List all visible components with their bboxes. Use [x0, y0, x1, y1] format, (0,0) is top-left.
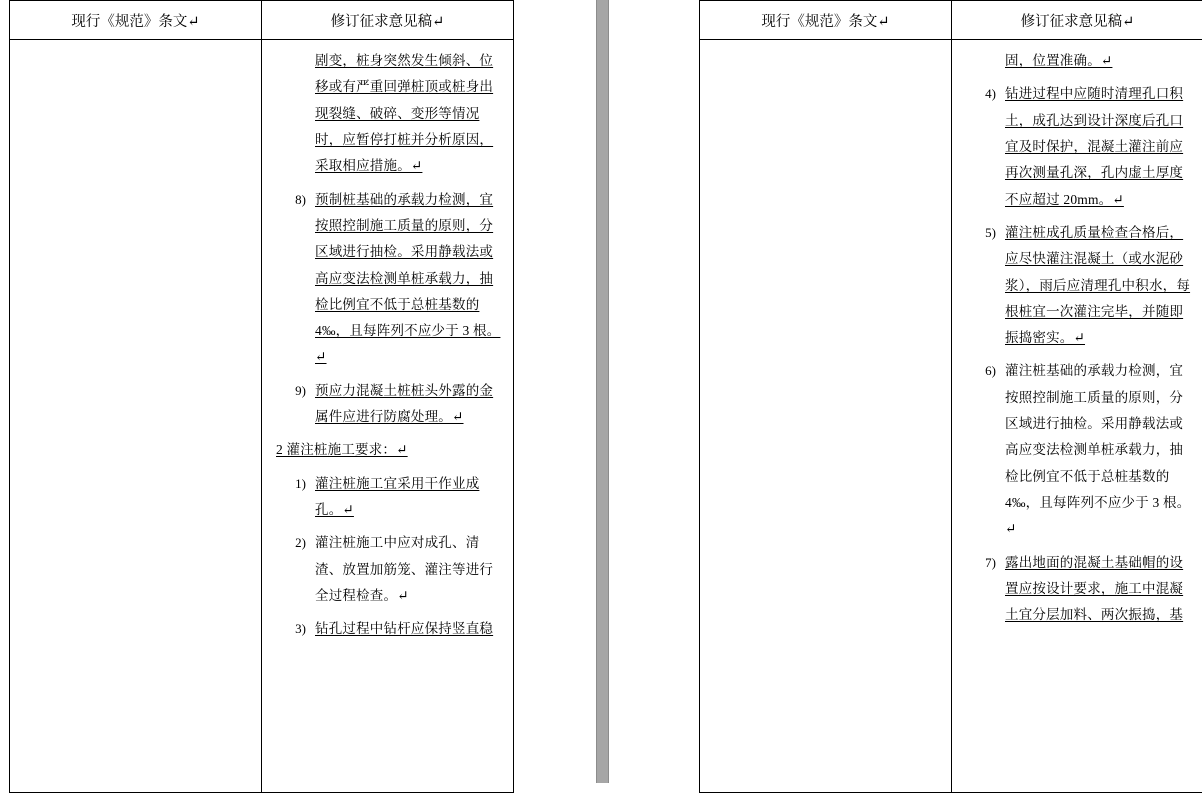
list-item [272, 187, 503, 371]
paragraph-continuation: 固，位置准确。↵ [962, 48, 1193, 74]
table-body-row [700, 40, 1202, 793]
list-item [272, 616, 503, 642]
current-spec-content-left [10, 40, 261, 792]
list-item-text: 露出地面的混凝土基础帽的设置应按设计要求，施工中混凝土宜分层加料、两次振捣，基 [1005, 550, 1193, 629]
numbered-list-left [272, 187, 503, 431]
list-item [272, 378, 503, 431]
list-item-text: 灌注桩施工宜采用干作业成孔。↵ [315, 471, 503, 524]
list-item [272, 530, 503, 609]
list-item [272, 471, 503, 524]
paragraph-continuation: 剧变，桩身突然发生倾斜、位移或有严重回弹桩顶或桩身出现裂缝、破碎、变形等情况时，应暂停打桩并分析原因，采取相应措施。↵ [272, 48, 503, 180]
list-marker: 9) [272, 378, 315, 403]
list-marker: 1) [272, 471, 315, 496]
list-marker: 5) [962, 220, 1005, 245]
left-page-sheet [0, 0, 588, 783]
list-item [962, 358, 1193, 542]
body-cell-revision-draft [952, 40, 1202, 793]
left-comparison-table [9, 0, 514, 793]
revision-draft-content-right [952, 40, 1202, 792]
right-comparison-table [699, 0, 1202, 793]
current-spec-content-right [700, 40, 951, 792]
list-marker: 3) [272, 616, 315, 641]
table-header-row [10, 1, 514, 40]
list-item-text: 灌注桩成孔质量检查合格后，应尽快灌注混凝土（或水泥砂浆），雨后应清理孔中积水，每根桩宜一次灌注完毕，并随即振捣密实。↵ [1005, 220, 1193, 352]
list-marker: 2) [272, 530, 315, 555]
list-item [962, 81, 1193, 213]
body-cell-current-spec [700, 40, 952, 793]
table-header-row [700, 1, 1202, 40]
list-item [962, 550, 1193, 629]
revision-draft-content-left [262, 40, 513, 792]
header-cell-revision-draft: 修订征求意见稿↵ [952, 1, 1202, 40]
numbered-list-left-2 [272, 471, 503, 643]
table-body-row [10, 40, 514, 793]
list-item [962, 220, 1193, 352]
list-marker: 4) [962, 81, 1005, 106]
list-marker: 7) [962, 550, 1005, 575]
list-marker: 8) [272, 187, 315, 212]
right-page-sheet [614, 0, 1202, 783]
list-item-text: 预应力混凝土桩桩头外露的金属件应进行防腐处理。↵ [315, 378, 503, 431]
list-marker: 6) [962, 358, 1005, 383]
page-separator-gutter [596, 0, 609, 783]
header-cell-current-spec: 现行《规范》条文↵ [700, 1, 952, 40]
list-item-text: 钻孔过程中钻杆应保持竖直稳 [315, 616, 503, 642]
list-item-text: 灌注桩施工中应对成孔、清渣、放置加筋笼、灌注等进行全过程检查。↵ [315, 530, 503, 609]
list-item-text: 灌注桩基础的承载力检测，宜按照控制施工质量的原则，分区域进行抽检。采用静载法或高应变法检测单桩承载力，抽检比例宜不低于总桩基数的4‰，且每阵列不应少于 3 根。↵ [1005, 358, 1193, 542]
header-cell-revision-draft: 修订征求意见稿↵ [262, 1, 514, 40]
numbered-list-right [962, 81, 1193, 628]
header-cell-current-spec: 现行《规范》条文↵ [10, 1, 262, 40]
section-heading: 2 灌注桩施工要求：↵ [272, 437, 503, 463]
list-item-text: 钻进过程中应随时清理孔口积土，成孔达到设计深度后孔口宜及时保护，混凝土灌注前应再次测量孔深，孔内虚土厚度不应超过 20mm。↵ [1005, 81, 1193, 213]
body-cell-revision-draft [262, 40, 514, 793]
list-item-text: 预制桩基础的承载力检测，宜按照控制施工质量的原则，分区域进行抽检。采用静载法或高应变法检测单桩承载力，抽检比例宜不低于总桩基数的4‰，且每阵列不应少于 3 根。↵ [315, 187, 503, 371]
body-cell-current-spec [10, 40, 262, 793]
